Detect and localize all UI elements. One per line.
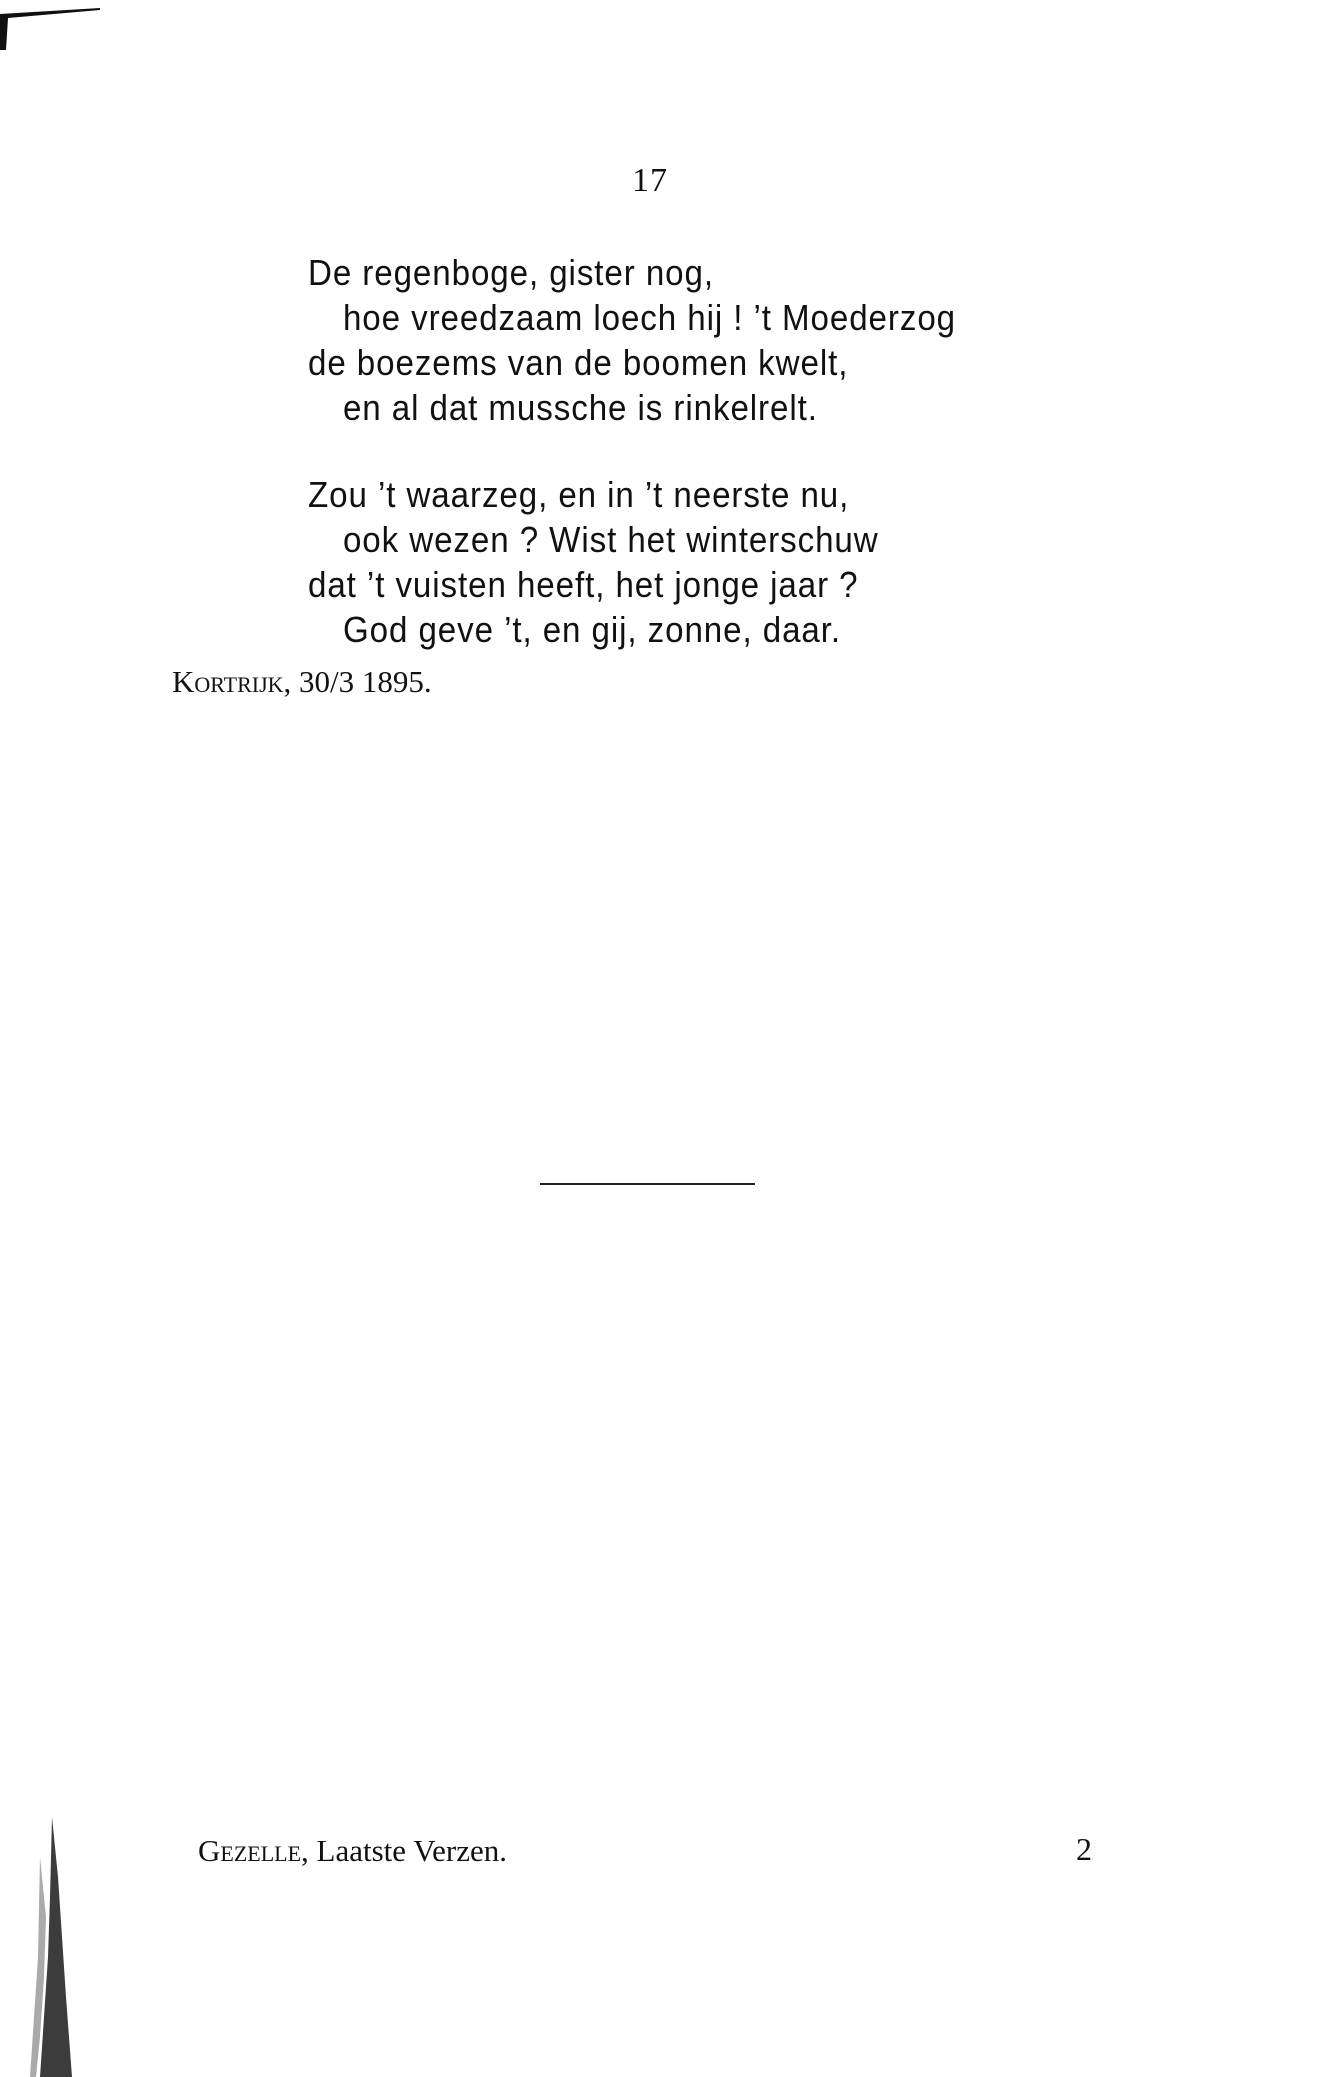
verse-line: dat ’t vuisten heeft, het jonge jaar ?	[308, 564, 859, 605]
place-name: Kortrijk,	[172, 664, 292, 699]
verse-line: De regenboge, gister nog,	[308, 252, 714, 293]
verse-line: hoe vreedzaam loech hij ! ’t Moederzog	[342, 297, 957, 338]
verse-line: ook wezen ? Wist het winterschuw	[342, 519, 879, 560]
poem-stanza-1	[308, 250, 1068, 430]
poem-stanza-2	[308, 472, 1068, 652]
verse-line: de boezems van de boomen kwelt,	[308, 342, 849, 383]
verse-line: God geve ’t, en gij, zonne, daar.	[342, 609, 841, 650]
footer-sheet-number: 2	[1076, 1831, 1092, 1867]
place-date-line	[172, 664, 432, 700]
separator-rule	[540, 1183, 755, 1185]
scan-corner-mark	[0, 0, 100, 50]
verse-line: en al dat mussche is rinkelrelt.	[342, 387, 818, 428]
footer-signature	[198, 1833, 507, 1869]
footer-book-title: Laatste Verzen.	[316, 1833, 508, 1868]
composition-date: 30/3 1895.	[299, 664, 432, 699]
footer-author: Gezelle,	[198, 1833, 309, 1868]
binding-edge-shadow	[0, 1817, 80, 2077]
page-number: 17	[632, 162, 668, 199]
verse-line: Zou ’t waarzeg, en in ’t neerste nu,	[308, 474, 850, 515]
